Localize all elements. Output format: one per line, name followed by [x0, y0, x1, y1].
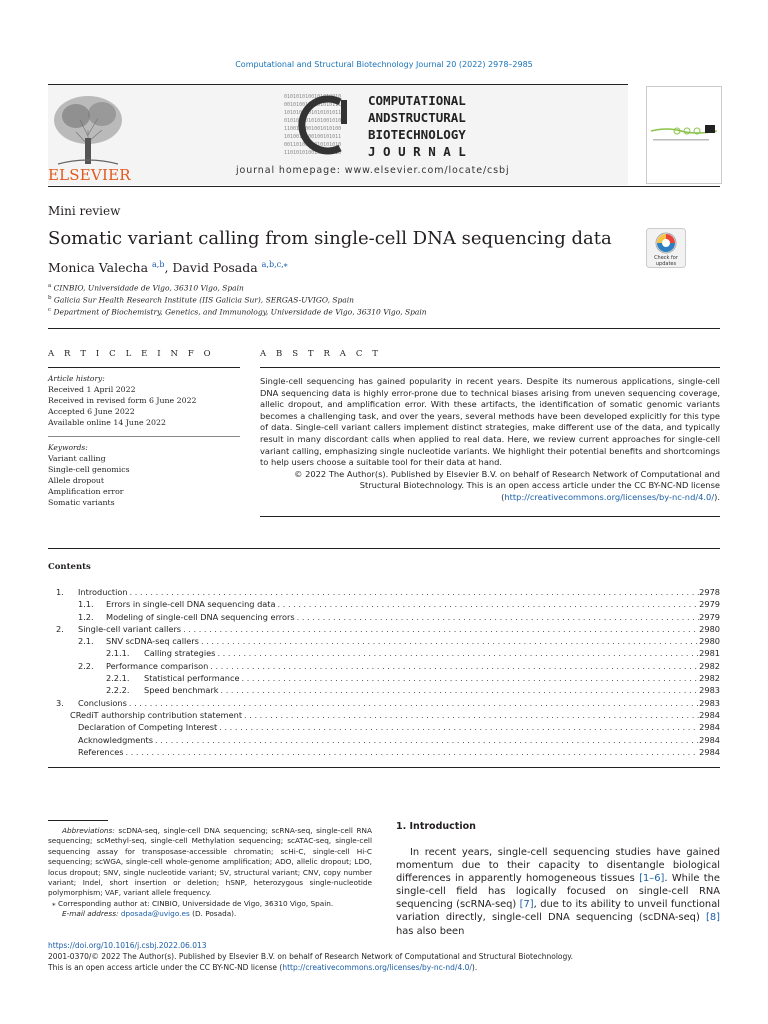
article-type: Mini review [48, 204, 121, 218]
svg-text:0011010010010101010: 0011010010010101010 [284, 142, 342, 148]
check-for-updates-icon[interactable] [646, 228, 686, 268]
svg-text:1100101001001010100: 1100101001001010100 [284, 126, 342, 132]
abstract [260, 376, 720, 504]
history-item: Accepted 6 June 2022 [48, 407, 135, 416]
toc-entry-number: 2.2. [78, 660, 94, 671]
svg-text:1101010100101010010: 1101010100101010010 [284, 150, 342, 156]
toc-leader-dots [127, 697, 699, 709]
toc-entry-title[interactable]: Conclusions [78, 697, 127, 708]
toc-entry[interactable] [48, 697, 720, 709]
paper-title: Somatic variant calling from single-cell DNA sequencing data [48, 228, 612, 249]
doi-link[interactable]: https://doi.org/10.1016/j.csbj.2022.06.013 [48, 941, 207, 950]
author-affiliation-link[interactable]: a,b,c,⁎ [261, 260, 288, 269]
divider [260, 367, 720, 368]
toc-entry-number: 1.1. [78, 599, 94, 610]
issn-line: 2001-0370/© 2022 The Author(s). Published by Elsevier B.V. on behalf of Research Network of Computational and Structural Biotechnology. [48, 952, 574, 962]
toc-entry-number: 2.1.1. [106, 648, 130, 659]
affiliation: $^b$ Galicia Sur Health Research Institute (IIS Galicia Sur), SERGAS-UVIGO, Spain [48, 295, 354, 305]
svg-text:0101001010101001010: 0101001010101001010 [284, 118, 342, 124]
toc-entry[interactable] [48, 660, 720, 672]
toc-entry-title[interactable]: Statistical performance [144, 673, 240, 684]
toc-entry-title[interactable]: Performance comparison [106, 660, 209, 671]
toc-entry-number: 3. [56, 697, 64, 708]
toc-entry-title[interactable]: Modeling of single-cell DNA sequencing errors [106, 611, 295, 622]
citation-link[interactable]: [8] [706, 912, 720, 924]
journal-title-line-1: COMPUTATIONAL [368, 93, 466, 108]
journal-title-line-4: J O U R N A L [368, 144, 466, 159]
toc-leader-dots [240, 672, 700, 684]
toc-entry-title[interactable]: Acknowledgments [78, 734, 153, 745]
svg-text:Check for: Check for [654, 255, 678, 261]
toc-entry-page[interactable]: 2982 [699, 673, 720, 684]
email-link[interactable]: dposada@uvigo.es [120, 909, 190, 919]
citation-link[interactable]: [7] [519, 899, 534, 911]
toc-entry-title[interactable]: Errors in single-cell DNA sequencing data [106, 599, 276, 610]
journal-cover-thumbnail[interactable] [646, 86, 722, 184]
toc-leader-dots [215, 647, 699, 659]
abstract-text: Single-cell sequencing has gained popularity in recent years. Despite its numerous applications, single-cell DNA sequencing data is highly error-prone due to technical biases arising from uneven sequencing coverage, allelic dropout, and amplification error. With these artifacts, the identification of somatic genomic variants becomes a challenging task, and over the years, several methods have been developed explicitly for this type of data. Single-cell variant callers implement distinct strategies, make different use of the data, and typically result in many discordant calls when applied to real data. Here, we review current approaches for single-cell variant calling, emphasizing single nucleotide variants. We highlight their potential benefits and shortcomings to help users choose a suitable tool for their data at hand. [260, 376, 720, 468]
journal-reference[interactable]: Computational and Structural Biotechnology Journal 20 (2022) 2978–2985 [235, 60, 533, 69]
keyword: Allele dropout [48, 476, 105, 485]
license-link[interactable]: http://creativecommons.org/licenses/by-nc-nd/4.0/ [504, 491, 715, 502]
license-line: This is an open access article under the CC BY-NC-ND license (http://creativecommons.org/licenses/by-nc-nd/4.0/). [48, 963, 478, 973]
toc-leader-dots [181, 623, 699, 635]
journal-title [368, 92, 466, 160]
toc-leader-dots [242, 709, 699, 721]
toc-entry[interactable] [48, 647, 720, 659]
toc-entry-number: 2. [56, 623, 64, 634]
toc-entry-page[interactable]: 2980 [699, 623, 720, 634]
header-rule [48, 186, 720, 187]
journal-title-line-2: ANDSTRUCTURAL [368, 110, 466, 125]
toc-leader-dots [124, 746, 700, 758]
toc-entry[interactable] [48, 611, 720, 623]
divider [48, 328, 720, 329]
abbreviations-footnote: Abbreviations: scDNA-seq, single-cell DNA sequencing; scRNA-seq, single-cell RNA sequencing; scMethyl-seq, single-cell Methylation sequencing; scATAC-seq, single-cell sequencing assay for transposase-accessible chromatin; scHi-C, single-cell Hi-C sequencing; scWGA, single-cell whole-genome amplification; ADO, allelic dropout; LDO, locus dropout; SNV, single nucleotide variant; SV, structural variant; CNV, copy number variant; Indel, short insertion or deletion; hSNP, heterozygous single-nucleotide polymorphism; VAF, variant allele frequency. [48, 826, 372, 898]
author-affiliation-link[interactable]: a,b [152, 260, 165, 269]
table-of-contents [48, 586, 720, 758]
section-heading: 1. Introduction [396, 821, 476, 832]
toc-entry-title[interactable]: SNV scDNA-seq callers [106, 636, 199, 647]
footnote-rule [48, 820, 108, 821]
toc-entry[interactable] [48, 598, 720, 610]
toc-entry-title[interactable]: Speed benchmark [144, 685, 219, 696]
toc-entry-number: 2.2.2. [106, 685, 130, 696]
svg-text:1010100101010101011: 1010100101010101011 [284, 110, 342, 116]
toc-entry[interactable] [48, 734, 720, 746]
toc-entry-number: 2.2.1. [106, 673, 130, 684]
toc-entry-title[interactable]: Introduction [78, 587, 128, 597]
history-label: Article history: [48, 374, 105, 383]
article-info-heading: A R T I C L E I N F O [48, 349, 215, 359]
affiliation: $^c$ Department of Biochemistry, Genetics, and Immunology, Universidade de Vigo, 36310 Vigo, Spain [48, 307, 427, 317]
toc-entry-page[interactable]: 2984 [699, 722, 720, 733]
journal-homepage[interactable]: journal homepage: www.elsevier.com/locate/csbj [236, 165, 510, 176]
toc-entry-page[interactable]: 2984 [699, 734, 720, 745]
toc-entry[interactable] [48, 623, 720, 635]
toc-entry[interactable] [48, 672, 720, 684]
history-item: Received in revised form 6 June 2022 [48, 396, 197, 405]
keywords-label: Keywords: [48, 443, 88, 452]
toc-entry-page[interactable]: 2983 [699, 685, 720, 696]
toc-entry[interactable] [48, 709, 720, 721]
svg-text:0101010100101010010: 0101010100101010010 [284, 94, 342, 100]
intro-paragraph: In recent years, single-cell sequencing studies have gained momentum due to their capacity to disentangle biological differences in apparently homogeneous tissues [1–6]. While the single-cell field has logically focused on single-cell RNA sequencing (scRNA-seq) [7], due to its ability to unveil functional variation directly, single-cell DNA sequencing (scDNA-seq) [8] has also been [396, 847, 720, 937]
toc-entry-number: 2.1. [78, 636, 94, 647]
toc-entry-number: 1.2. [78, 611, 94, 622]
author-name: Monica Valecha [48, 260, 149, 276]
toc-entry-page[interactable]: 2982 [699, 660, 720, 671]
abstract-copyright: © 2022 The Author(s). Published by Elsevier B.V. on behalf of Research Network of Computational and Structural Biotechnology. This is an open access article under the CC BY-NC-ND license (http://creativecommons.org/licenses/by-nc-nd/4.0/). [294, 468, 720, 502]
divider [260, 516, 720, 517]
citation-link[interactable]: [1–6] [639, 873, 665, 885]
history-item: Available online 14 June 2022 [48, 418, 166, 427]
toc-entry-page[interactable]: 2978 [699, 587, 720, 597]
keyword: Single-cell genomics [48, 465, 130, 474]
keyword: Amplification error [48, 487, 124, 496]
toc-leader-dots [208, 660, 699, 672]
toc-entry-title[interactable]: Calling strategies [144, 648, 216, 659]
toc-leader-dots [217, 721, 699, 733]
contents-title: Contents [48, 562, 91, 572]
toc-entry-title[interactable]: CRediT authorship contribution statement [70, 709, 243, 720]
toc-leader-dots [295, 611, 700, 623]
toc-leader-dots [276, 598, 700, 610]
divider [48, 548, 720, 549]
keyword: Variant calling [48, 454, 106, 463]
toc-entry[interactable] [48, 746, 720, 758]
author-name: David Posada [172, 260, 258, 276]
toc-entry-page[interactable]: 2979 [699, 599, 720, 610]
svg-text:updates: updates [655, 261, 677, 267]
toc-entry-title[interactable]: Single-cell variant callers [78, 623, 182, 634]
toc-leader-dots [199, 635, 699, 647]
divider [48, 767, 720, 768]
toc-leader-dots [153, 734, 699, 746]
toc-leader-dots [128, 586, 700, 598]
divider [48, 436, 240, 437]
author-list: Monica Valecha $^{a,b}$, David Posada $^{a,b,c,⁎}$ [48, 260, 288, 276]
affiliation: $^a$ CINBIO, Universidade de Vigo, 36310 Vigo, Spain [48, 283, 244, 293]
email-footnote: E-mail address: dposada@uvigo.es (D. Posada). [62, 909, 237, 919]
abstract-heading: A B S T R A C T [260, 349, 382, 359]
toc-entry-title[interactable]: Declaration of Competing Interest [78, 722, 218, 733]
toc-entry-title[interactable]: References [78, 746, 124, 757]
toc-entry-number: 1. [56, 587, 64, 597]
toc-entry[interactable] [48, 684, 720, 696]
publisher-logo[interactable]: ELSEVIER [48, 166, 131, 184]
toc-leader-dots [218, 684, 699, 696]
toc-entry-page[interactable]: 2980 [699, 636, 720, 647]
toc-entry[interactable] [48, 635, 720, 647]
toc-entry-page[interactable]: 2983 [699, 697, 720, 708]
toc-entry[interactable] [48, 586, 720, 598]
article-footer [48, 940, 573, 974]
footnotes [48, 826, 372, 920]
csbj-logo-icon [282, 90, 362, 160]
toc-entry-page[interactable]: 2979 [699, 611, 720, 622]
toc-entry-page[interactable]: 2981 [699, 648, 720, 659]
journal-title-line-3: BIOTECHNOLOGY [368, 127, 466, 142]
divider [48, 367, 240, 368]
svg-text:1010010100100101011: 1010010100100101011 [284, 134, 342, 140]
toc-entry-page[interactable]: 2984 [699, 746, 720, 757]
keyword: Somatic variants [48, 498, 115, 507]
corresponding-footnote: ⁎ Corresponding author at: CINBIO, Universidade de Vigo, 36310 Vigo, Spain. [52, 898, 334, 908]
svg-text:0010100100101010111: 0010100100101010111 [284, 102, 342, 108]
toc-entry[interactable] [48, 721, 720, 733]
toc-entry-page[interactable]: 2984 [699, 709, 720, 720]
history-item: Received 1 April 2022 [48, 385, 136, 394]
license-link[interactable]: http://creativecommons.org/licenses/by-nc-nd/4.0/ [282, 963, 472, 973]
